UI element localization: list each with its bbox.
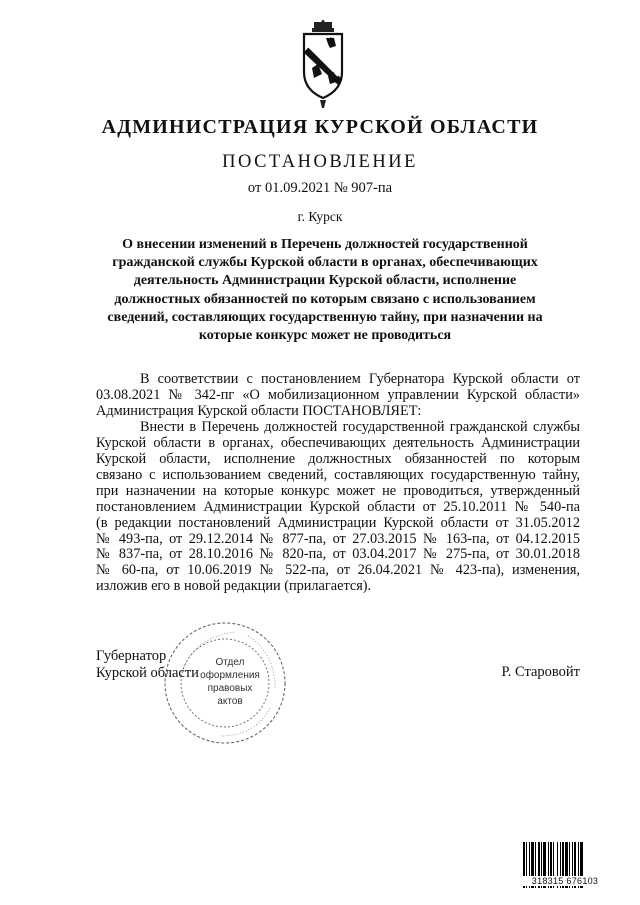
paragraph-line: № 493-па, от 29.12.2014 № 877-па, от 27.03.2015 № 163-па, от 04.12.2015 (96, 530, 580, 547)
coat-of-arms-emblem (300, 20, 346, 110)
paragraph-line: № 60-па, от 10.06.2019 № 522-па, от 26.04.2021 № 423-па), изменения, (96, 562, 580, 579)
signatory-title-line: Губернатор (96, 648, 167, 664)
paragraph-line: № 837-па, от 28.10.2016 № 820-па, от 03.04.2017 № 275-па, от 30.01.2018 (96, 546, 580, 563)
paragraph-line: связано с использованием сведений, составляющих государственную тайну, (96, 466, 580, 483)
subject-line: деятельность Администрации Курской области, исполнение (133, 273, 517, 289)
barcode-number: 318315 676103 (520, 876, 610, 886)
subject-line: которые конкурс может не проводиться (198, 328, 452, 344)
paragraph-line: 03.08.2021 № 342-пг «О мобилизационном управлении Курской области» (96, 386, 580, 403)
paragraph-line: при назначении на которые конкурс может не проводиться, утвержденный (96, 482, 580, 499)
document-type: ПОСТАНОВЛЕНИЕ (222, 152, 418, 172)
document-date-number: от 01.09.2021 № 907-па (247, 180, 393, 196)
signatory-name: Р. Старовойт (501, 664, 580, 680)
paragraph-line: Курской области, исполнение должностных обязанностей по которым (96, 450, 580, 467)
paragraph-line: В соответствии с постановлением Губернатора Курской области от (140, 371, 580, 387)
document-subject (90, 236, 560, 345)
paragraph-line: изложив его в новой редакции (прилагается). (96, 578, 372, 595)
stamp-line: актов (217, 696, 243, 707)
paragraph-line: Внести в Перечень должностей государственной гражданской службы (140, 418, 580, 435)
stamp-line: оформления (200, 670, 260, 681)
document-city: г. Курск (297, 209, 343, 224)
signatory-title-line: Курской области (96, 665, 199, 681)
paragraph-line: Курской области в органах, обеспечивающих деятельность Администрации (96, 434, 580, 451)
subject-line: гражданской службы Курской области в органах, обеспечивающих (112, 255, 538, 271)
stamp-line: Отдел (215, 657, 245, 668)
stamp-line: правовых (207, 683, 253, 694)
document-body (96, 372, 580, 595)
paragraph-line: Администрация Курской области ПОСТАНОВЛЯЕТ: (96, 402, 422, 419)
subject-line: сведений, составляющих государственную тайну, при назначении на (107, 309, 543, 325)
subject-line: О внесении изменений в Перечень должностей государственной (122, 237, 528, 252)
organization-title: АДМИНИСТРАЦИЯ КУРСКОЙ ОБЛАСТИ (101, 116, 539, 138)
signatory-title (96, 648, 199, 682)
subject-line: должностных обязанностей по которым связано с использованием (114, 291, 536, 307)
paragraph-line: (в редакции постановлений Администрации Курской области от 31.05.2012 (96, 514, 580, 531)
paragraph-line: постановлением Администрации Курской области от 25.10.2011 № 540-па (96, 498, 580, 515)
stamp-text (190, 656, 270, 708)
